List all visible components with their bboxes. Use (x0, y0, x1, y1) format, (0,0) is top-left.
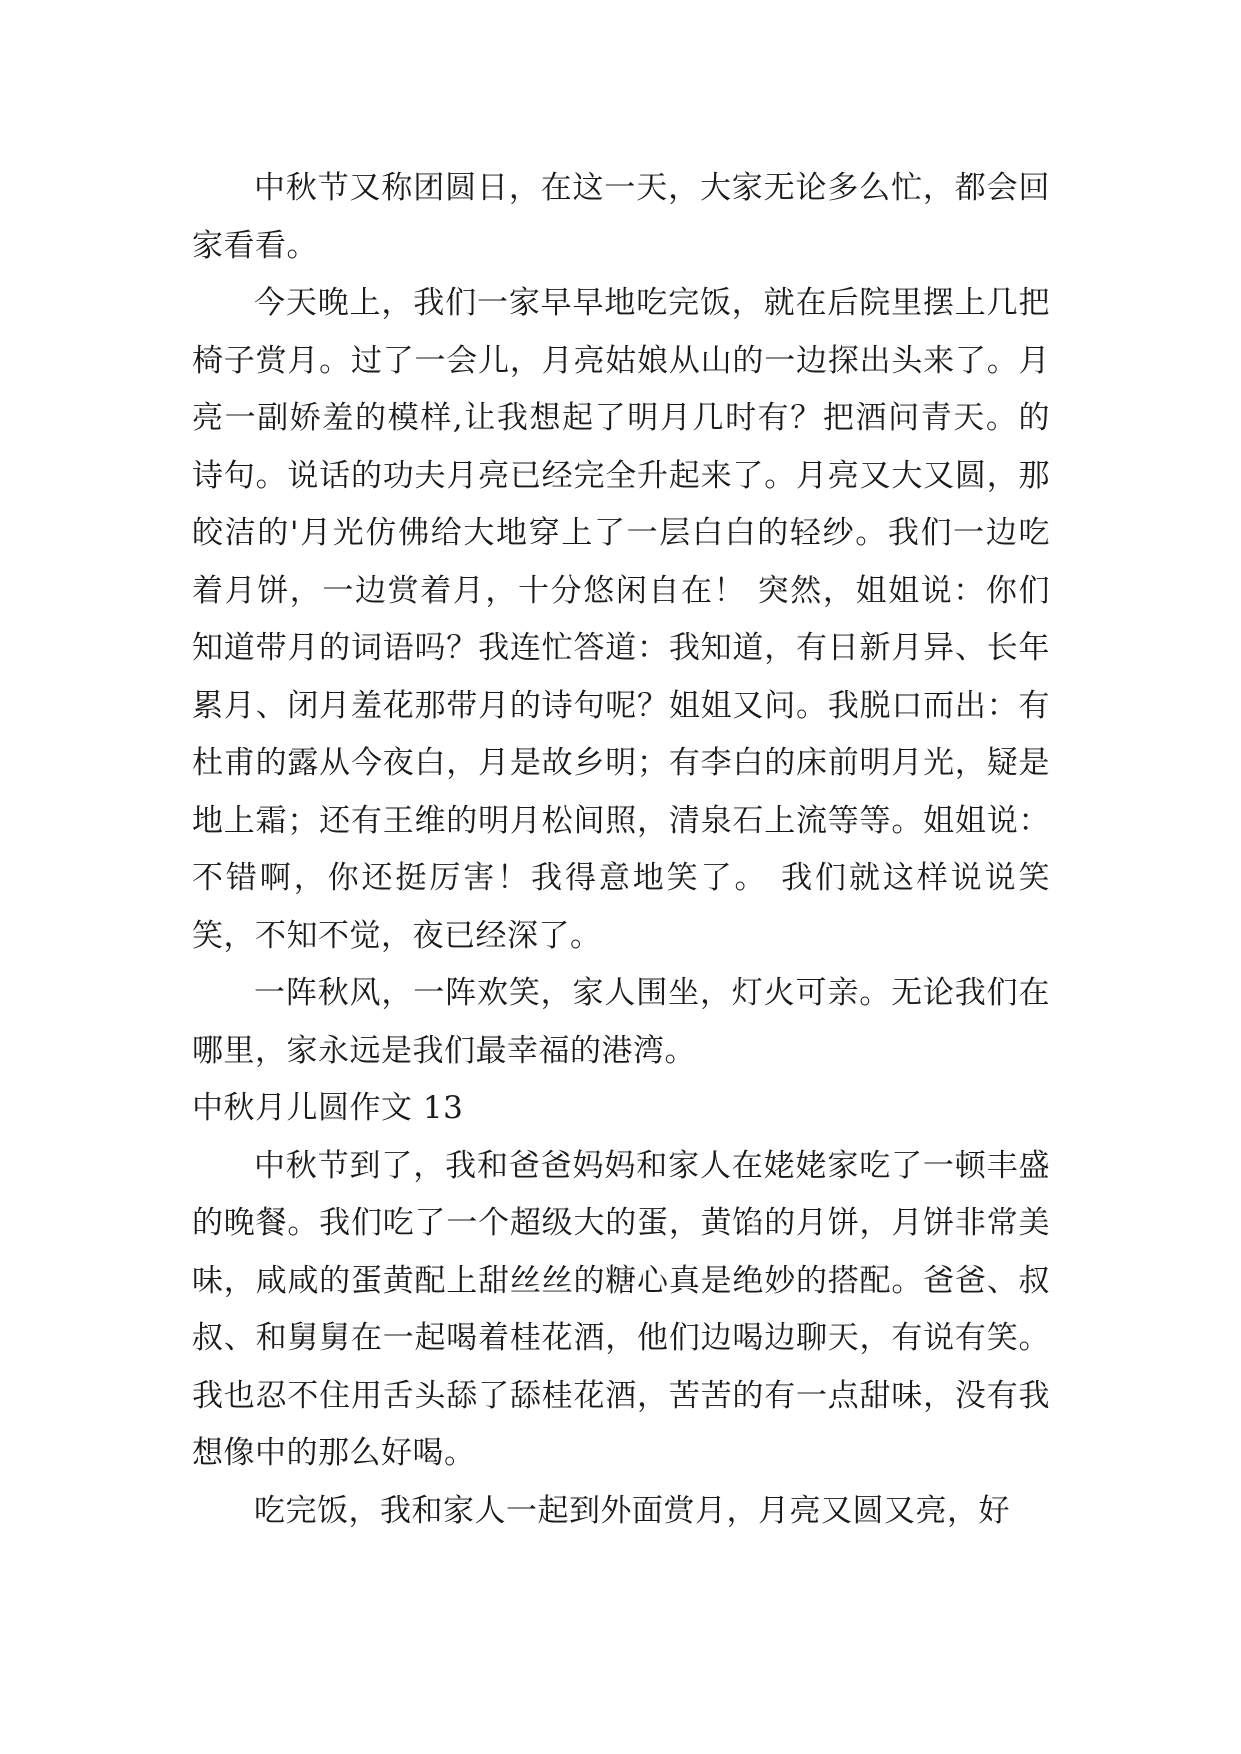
paragraph-dinner: 中秋节到了，我和爸爸妈妈和家人在姥姥家吃了一顿丰盛的晚餐。我们吃了一个超级大的蛋，黄馅的月饼，月饼非常美味，咸咸的蛋黄配上甜丝丝的糖心真是绝妙的搭配。爸爸、叔叔、和舅舅在一起喝着桂花酒，他们边喝边聊天，有说有笑。我也忍不住用舌头舔了舔桂花酒，苦苦的有一点甜味，没有我想像中的那么好喝。 (192, 1147, 1050, 1471)
paragraph-moon-viewing: 今天晚上，我们一家早早地吃完饭，就在后院里摆上几把椅子赏月。过了一会儿，月亮姑娘从山的一边探出头来了。月亮一副娇羞的模样,让我想起了明月几时有？把酒问青天。的诗句。说话的功夫月亮已经完全升起来了。月亮又大又圆，那皎洁的'月光仿佛给大地穿上了一层白白的轻纱。我们一边吃着月饼，一边赏着月，十分悠闲自在！ 突然，姐姐说：你们知道带月的词语吗？我连忙答道：我知道，有日新月异、长年累月、闭月羞花那带月的诗句呢？姐姐又问。我脱口而出：有杜甫的露从今夜白，月是故乡明；有李白的床前明月光，疑是地上霜；还有王维的明月松间照，清泉石上流等等。姐姐说：不错啊，你还挺厉害！我得意地笑了。 我们就这样说说笑笑，不知不觉，夜已经深了。 (192, 285, 1050, 954)
article-body (192, 160, 1050, 1540)
paragraph-after-dinner: 吃完饭，我和家人一起到外面赏月，月亮又圆又亮，好 (254, 1492, 1010, 1529)
paragraph-conclusion: 一阵秋风，一阵欢笑，家人围坐，灯火可亲。无论我们在哪里，家永远是我们最幸福的港湾。 (192, 975, 1050, 1069)
paragraph-family-reunion: 中秋节又称团圆日，在这一天，大家无论多么忙，都会回家看看。 (192, 170, 1050, 264)
essay-heading: 中秋月儿圆作文 13 (192, 1090, 464, 1126)
